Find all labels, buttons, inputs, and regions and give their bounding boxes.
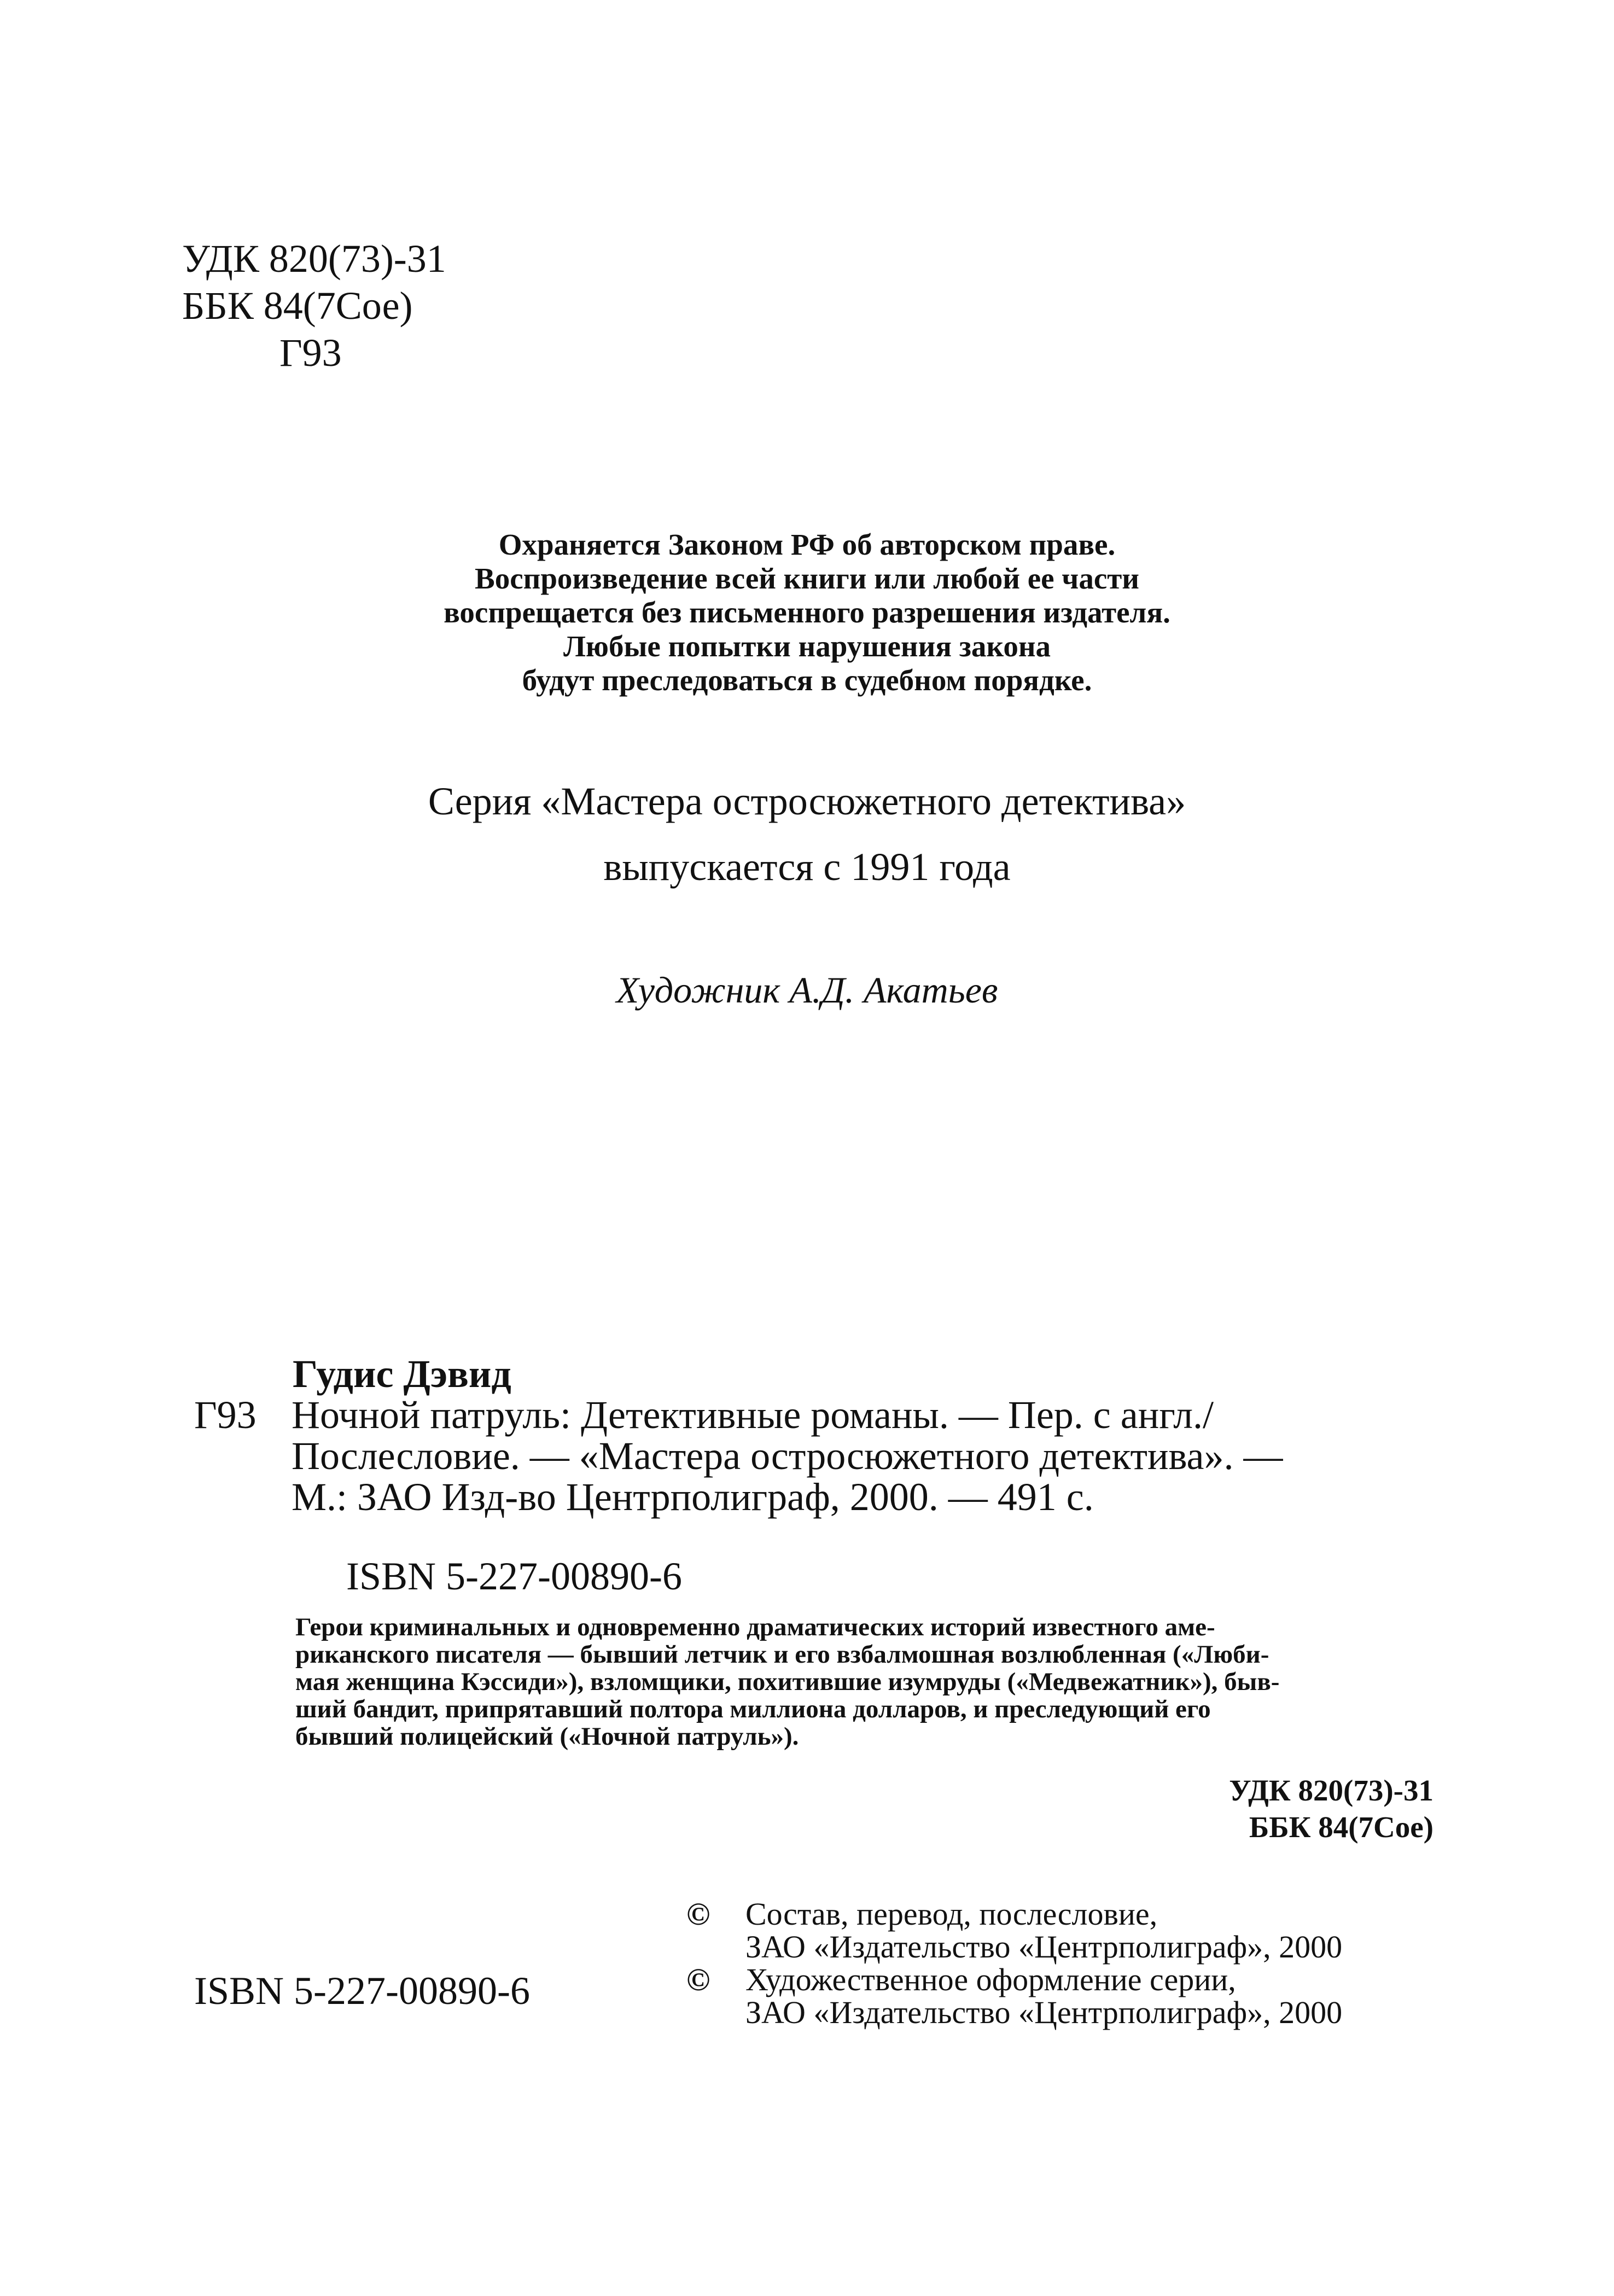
catalog-entry [194,1354,1283,1597]
udk-code: УДК 820(73)-31 [182,237,446,281]
author-mark: Г93 [279,331,342,375]
entry-title-line: М.: ЗАО Изд-во Центрполиграф, 2000. — 491 с. [292,1475,1094,1519]
footer-udk: УДК 820(73)-31 [1229,1774,1434,1807]
notice-line: будут преследоваться в судебном порядке. [522,663,1092,697]
notice-line: воспрещается без письменного разрешения издателя. [444,596,1170,629]
copyright-icon: © [686,1962,710,1997]
entry-title-line [194,1395,1283,1436]
annotation-line: ший бандит, припрятавший полтора миллиона долларов, и преследующий его [295,1695,1211,1723]
classification-header [182,235,446,376]
copyright-line: Художественное оформление серии, [745,1962,1236,1997]
copyright-item [686,1898,1342,1963]
annotation-line: бывший полицейский («Ночной патруль»). [295,1722,799,1751]
annotation [295,1613,1441,1750]
footer-bbk: ББК 84(7Сое) [1249,1810,1434,1844]
annotation-line: мая женщина Кэссиди»), взломщики, похитившие изумруды («Медвежатник»), быв- [295,1668,1280,1696]
annotation-line: риканского писателя — бывший летчик и его взбалмошная возлюбленная («Люби- [295,1640,1269,1669]
entry-code: Г93 [194,1393,257,1437]
series-since: выпускается с 1991 года [603,845,1011,889]
isbn-bottom: ISBN 5-227-00890-6 [194,1969,530,2013]
annotation-line: Герои криминальных и одновременно драматических историй известного аме- [295,1613,1215,1641]
entry-isbn: ISBN 5-227-00890-6 [346,1554,682,1598]
copyright-item [686,1963,1342,2029]
copyright-line: Состав, перевод, послесловие, [745,1896,1158,1932]
entry-title-line: Послесловие. — «Мастера остросюжетного детектива». — [292,1434,1283,1478]
notice-line: Любые попытки нарушения закона [563,630,1051,663]
copyright-icon: © [686,1896,710,1932]
series-title: Серия «Мастера остросюжетного детектива» [428,779,1186,823]
notice-line: Воспроизведение всей книги или любой ее части [475,562,1139,595]
bbk-code: ББК 84(7Сое) [182,284,413,328]
artist-credit: Художник А.Д. Акатьев [616,969,998,1011]
copyright-block [686,1898,1342,2029]
footer-classification [1229,1772,1434,1845]
copyright-notice [0,528,1614,697]
entry-title-text: Ночной патруль: Детективные романы. — Пер. с англ./ [292,1393,1214,1437]
copyright-line: ЗАО «Издательство «Центрполиграф», 2000 [745,1929,1343,1965]
copyright-line: ЗАО «Издательство «Центрполиграф», 2000 [745,1995,1343,2030]
series-info [0,768,1614,900]
notice-line: Охраняется Законом РФ об авторском праве. [498,528,1116,561]
entry-author: Гудис Дэвид [293,1352,511,1396]
